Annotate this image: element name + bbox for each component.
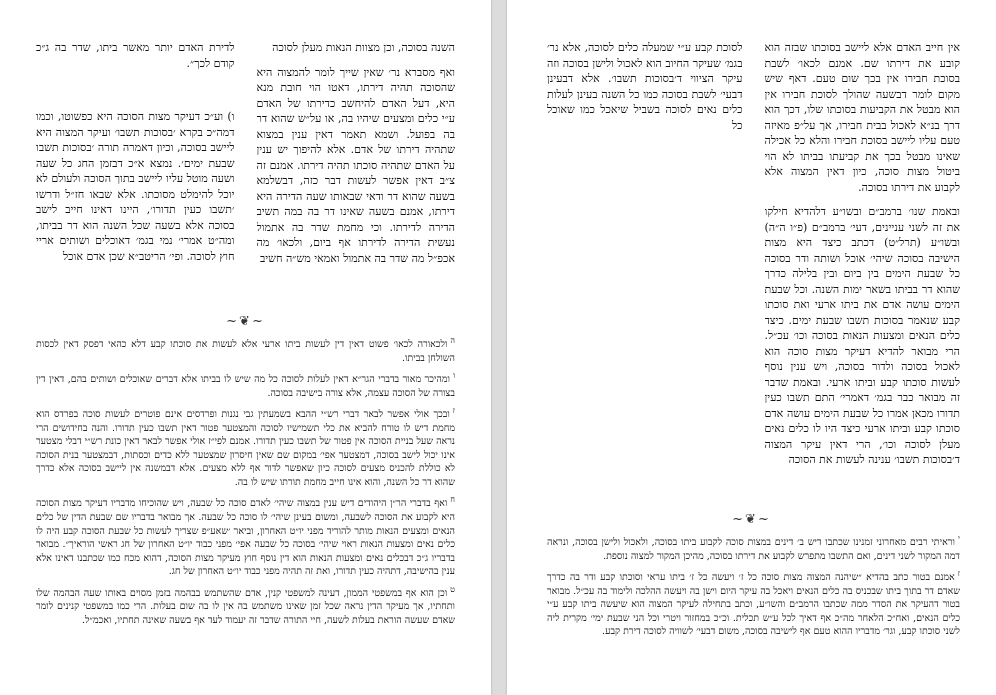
paragraph: אין חייב האדם אלא ליישב בסוכתו שבזה הוא קובע את דירתו שם. אמנם לכאו׳ לשבת בסוכת חבירו אין בכך שום טעם. דאף שיש מקום לומר דבשעה שהולך לסוכת חבירו אין הוא מבטל את הקביעות בסוכתו שלו, דכך הוא דרך בנ״א לאכול בבית חבירו, אך על״פ מאיזה טעם עליו ליישב בסוכת חבירו והלא כל אכילה שאינו מבטל בכך את קביעתו בביתו לא הוי ביטול מצות סוכה, כיון דאין המצוה אלא לקבוע את דירתו בסוכה. xyxy=(764,41,960,194)
paragraph: ואף מסברא נר׳ שאין שייך לומר להמצוה היא שהסוכה תהיה דירתו, דאטו הוי חובת מנא היא, דעל האדם להיחשב כדירתו של האדם ע״י כלים ומצעים שיהיו בה, או על״ש שהוא דר בה בפועל. ושמא תאמר דאין ענין במצוא שתהיה דירתו של אדם. אלא להיפוך יש ענין על האדם שתהיה סוכתו תהיה דירתו. אמנם זה צ״ב דאין אפשר לעשות דבר כזה, דבשלמא בשעה שהוא דר ודאי שבאותו שעה הדירה היא דירתו, אמנם בשעה שאינו דר בה במה תשיב הדירה לדירתו. וכי מחמת שדר בה אתמול נעשית הדירה לדירתו אף ביום, ולכאו׳ מה אכפ״ל מה שדר בה אתמול ואמאי מש״ה חשיב xyxy=(256,65,455,265)
footnote xyxy=(36,404,455,489)
footnotes xyxy=(36,334,455,675)
footnote-text: אמנם בטור כתב בהדיא ״שיהנה המצוה מצות סוכה כל ז׳ ויעשה כל ז׳ ביתו עראי וסוכתו קבע ודר בה כדרך שאדם דר בתוך ביתו שבכניס בה כלים הנאים ויאכל בה עיקר היום וישן בה ויעשה ההלכה ולימוד בה עכ״ל. מבואר בטור דהעיקר את הסדר ממה שכתבו הרמב״ם והשו״ע, וכתב בתחילה לעיקר המצוה הוא שיעשה ביתו קבע ע״י כלים הנאים, ואח״כ הלאחר מה״כ אף דאיך לכל ע״ש תכלית. וכ״כ במחזור ויטרי וכל הני שבעת ימי׳ מקרית ליה לשני סוכתו קבע, וגר׳ מדבריו ההוא טעם אף לישיבה בסוכה, משום דבעי׳ לשוויה לסוכה דירת קבע. xyxy=(547,572,960,638)
footnote-mark: ח xyxy=(450,495,455,505)
footnote xyxy=(36,334,455,365)
footnotes xyxy=(547,532,960,675)
footnote-mark: ז xyxy=(452,406,455,416)
paragraph: לדירת האדם יותר מאשר ביתו, שדר בה ג״כ קודם לכך״. xyxy=(36,41,235,70)
footnote xyxy=(36,369,455,400)
footnote xyxy=(36,493,455,578)
ornament-divider-icon: ~❦~ xyxy=(226,314,265,329)
left-page xyxy=(0,0,491,695)
footnote-text: וראיתי רבים מאחרוני זמנינו שכתבו דיש ב׳ דינים במצות סוכה לקבוע ביתו בסוכה, ולאכול ולישן בסוכה, ונראה דמה המקור לשני דינים, ואם התשבו מתפרש לקבוע את דירתו בסוכה, מהיכן המקור למצוה נוספת. xyxy=(547,537,960,562)
footnote xyxy=(36,583,455,628)
footnote-text: וכן הוא אף במשפטי הממון, דעינה למשפטי קנין, אדם שהשתמש בבהמה בזמן מסוים באותו שעה הבהמה שלו ותחתיו, אך מעיקר הדין נראה שכל זמן שאינו משתמש בה אין לו בה שום בעלות. הרי כמו במשפטי קנינים לומר שאדם שעשה הוראת בעלות לשעה, חיי התורה שדבר זה יעמוד לעד אף בשעה שאינה תחתיו, ואכמ״ל. xyxy=(36,587,455,626)
footnote-mark: י xyxy=(957,534,960,543)
footnote xyxy=(547,532,960,563)
footnote-text: ומהיכר מאור בדברי הגר״א דאין לעלות לסוכה כל מה שיש לו בביתו אלא דברים שאוכלים ושותים בהם, דאין דין בצורה של הסוכה עצמה, אלא צורה בישיבה בסוכה. xyxy=(36,374,455,399)
paragraph: השנה בסוכה, וכן מצוות הנאות מעלן לסוכה xyxy=(272,41,455,54)
paragraph: ו) וע״כ דעיקר מצות הסוכה היא כפשוטו, וכמו דמה״כ בקרא ׳בסוכות תשבו׳ ועיקר המצוה היא ליישב בסוכה, וכיון דאמרה תורה ׳בסוכות תשבו שבעת ימים׳. נמצא א״כ דבזמן החג כל שעה ושעה מוטל עליו ליישב בתוך הסוכה ולעולם לא יוכל להימלט מסוכתו. אלא שבאו חז״ל ודרשו ׳תשבו כעין תדורו׳, היינו דאינו חייב לישב בסוכה אלא בשעה שכל השנה הוא דר בביתו, ומה״ט אמרי׳ נמי בגמ׳ דאוכלים ושותים אריי חוץ לסוכה. ופי׳ הריטב״א שכן אדם אוכל xyxy=(36,110,235,263)
footnote-mark: ט xyxy=(450,584,455,594)
footnote xyxy=(547,567,960,639)
column-left xyxy=(547,40,743,532)
right-page xyxy=(507,0,996,695)
column-right xyxy=(765,40,961,532)
paragraph: לסוכת קבע ע״י שמעלה כלים לסוכה, אלא נר׳ בגמ׳ שעיקר החיוב הוא לאכול ולישן בסוכה וזה עיקר הציווי ד׳בסוכות תשבו׳. אלא דבעינן דבעי׳ לשבת בסוכה כמו כל השנה בעינן לעלות כלים נאים לסוכה בשביל שיאכל כמו שאוכל כל xyxy=(547,41,743,132)
footnote-text: ולכאורה לכאו׳ פשוט דאין דין לעשות ביתו ארעי אלא לעשות את סוכתו קבע דלא כהאי דפסק דאין לכסות השולחן בביתו. xyxy=(36,339,455,364)
paragraph: ובאמת שנו׳ ברמב״ם ובשו״ע דלהדיא חילקו את זה לשני עניינים, דעי׳ ברמב״ם (פ״ו ה״ה) ובשו״ע (תרל״ט) דכתב כיצד היא מצות הישיבה בסוכה שיהי׳ אוכל ושותה ודר בסוכה כל שבעת הימים בין ביום ובין בלילה כדרך שהוא דר בביתו בשאר ימות השנה. וכל שבעת הימים עושה אדם את ביתו ארעי ואת סוכתו קבע שנאמר בסוכות תשבו שבעת ימים. כיצד כלים הנאים ומצעות הנאות בסוכה וכו׳ עכ״ל. הרי מבואר להדיא דעיקר מצות סוכה הוא לאכול בסוכה ולדור בסוכה, ויש ענין נוסף לעשות סוכתו קבע וביתו ארעי. ובאמת שדבר זה מבואר כבר בגמ׳ דאמרי׳ התם תשבו כעין תדורו מכאן אמרו כל שבעת הימים עושה אדם סוכתו קבע וביתו ארעי כיצד היו לו כלים נאים מעלן לסוכה וכו׳, הרי דאין עיקר המצוה ד׳בסוכות תשבו׳ ענינה לעשות את הסוכה xyxy=(764,205,960,466)
footnote-mark: ו xyxy=(452,371,455,381)
main-text-columns xyxy=(36,40,455,308)
ornament-divider-icon: ~❦~ xyxy=(732,512,771,527)
column-right xyxy=(257,40,456,308)
column-left xyxy=(36,40,235,308)
footnote-mark: ה xyxy=(450,336,455,345)
main-text-columns xyxy=(547,40,960,532)
footnote-mark: ז xyxy=(957,569,960,579)
footnote-text: ובכך אולי אפשר לבאר דברי רש״י ההבא בשמעתין גבי נגנות ופרדסים אינם פוטרים לעשות סוכה בפרדס הוא מחמת דיש לו טורח להביא את כלי תשמישיו לסוכה והמצטער פטור דאין תשבו כעין תדורו. והנה בחידושים הרי נראה שעל בניית הסוכה אין פטור של תשבו כעין תדורו. אמנם לפי״ז אולי אפשר לבאר דאין כונת רש״י דבלי מצטער אינו יכול לישב בסוכה, דמצטער אפי׳ במקום שם שאין חיסרון שמצטער ללא כדים וכסתות, דבמצטער בנית הסוכה לא כוללת להכניס מצעים לסוכה כיון שאפשר לדור אף ללא מצעים. אלא דבמשנה אין ליישב בסוכה אלא כדרך שהוא דר כל השנה, והוא אינו חייב מחמת תורתו שיש לו בה. xyxy=(36,409,455,488)
footnote-text: ואף בדברי הר״ן היהודים דיש ענין במצוה שיהי׳ לאדם סוכה כל שבעה, ויש שהוכיחו מדבריו דעיקר מצות הסוכה היא לקבוע את הסוכה לשבעה, ומשום בעינן שיהי׳ לו סוכה כל שבעה. אך מבואר בדבריו שם שבעת הדין של כלים הנאים ומצעים הנאות מותר להוריד מפני יו״ט האחרון, וביאר ׳שאע״פ שצריך לעשות כל שבעת הסוכה קבע היה לו כלים נאים ומצעות הנאות ראוי שיהי׳ בסוכה כל שבעה אפי׳ מפני כבוד יו״ט האחרון של חג ראשי הוראיך״. מבואר בדבריו ג״כ דבכלים נאים ומצעות הנאות הוא דין נוסף חוץ מעיקר מצות הסוכה, דהוא מכח כמו שכתבנו דאינו אלא ענין בהישיבה, דתהיה כעין תדורו, ואת זה תהיה מפני כבוד יו״ט האחרון של חג. xyxy=(36,498,455,578)
